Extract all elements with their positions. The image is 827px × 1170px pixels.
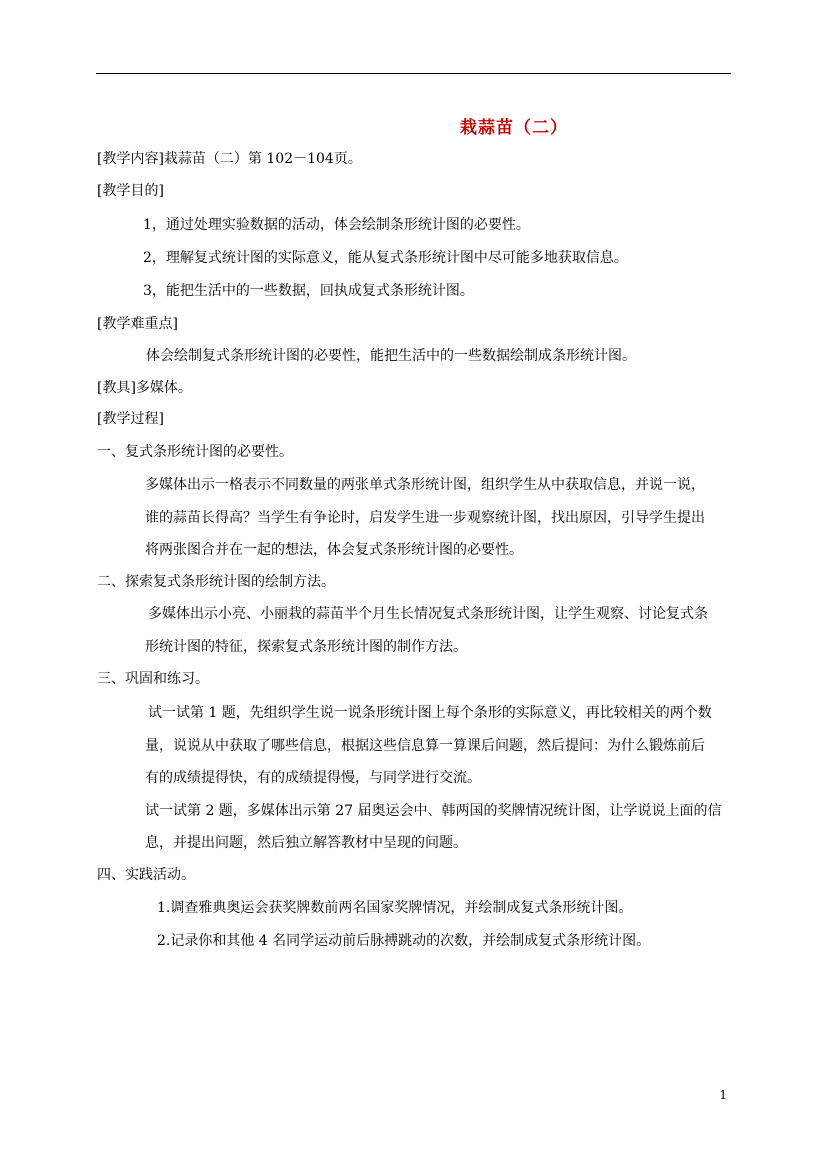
text-line: 四、实践活动。	[97, 867, 195, 883]
text-line: 有的成绩提得快，有的成绩提得慢，与同学进行交流。	[145, 770, 481, 786]
text-line: [教学难重点]	[97, 316, 178, 332]
text-line: 1，通过处理实验数据的活动，体会绘制条形统计图的必要性。	[143, 217, 530, 233]
text-line: 1.调查雅典奥运会获奖牌数前两名国家奖牌情况，并绘制成复式条形统计图。	[157, 900, 633, 916]
text-line: 2.记录你和其他 4 名同学运动前后脉搏跳动的次数，并绘制成复式条形统计图。	[157, 933, 651, 949]
text-line: 一、复式条形统计图的必要性。	[97, 444, 293, 460]
text-line: 将两张图合并在一起的想法，体会复式条形统计图的必要性。	[145, 542, 523, 558]
text-line: [教学目的]	[97, 183, 164, 199]
text-line: 多媒体出示小亮、小丽栽的蒜苗半个月生长情况复式条形统计图，让学生观察、讨论复式条	[148, 606, 708, 622]
text-line: 2，理解复式统计图的实际意义，能从复式条形统计图中尽可能多地获取信息。	[143, 250, 628, 266]
text-line: 试一试第 2 题，多媒体出示第 27 届奥运会中、韩两国的奖牌情况统计图，让学说说上面的信	[145, 803, 722, 819]
text-line: 息，并提出问题，然后独立解答教材中呈现的问题。	[145, 835, 467, 851]
text-line: 形统计图的特征，探索复式条形统计图的制作方法。	[145, 639, 467, 655]
text-line: [教具]多媒体。	[97, 380, 192, 396]
text-line: 3，能把生活中的一些数据，回执成复式条形统计图。	[143, 283, 474, 299]
text-line: 谁的蒜苗长得高？当学生有争论时，启发学生进一步观察统计图，找出原因，引导学生提出	[145, 510, 705, 526]
text-line: 三、巩固和练习。	[97, 671, 209, 687]
text-line: 试一试第 1 题，先组织学生说一说条形统计图上每个条形的实际意义，再比较相关的两个数	[148, 705, 712, 721]
text-line: 体会绘制复式条形统计图的必要性，能把生活中的一些数据绘制成条形统计图。	[146, 348, 636, 364]
text-line: 二、探索复式条形统计图的绘制方法。	[97, 574, 335, 590]
text-line: 量，说说从中获取了哪些信息，根据这些信息算一算课后问题，然后提问：为什么锻炼前后	[145, 738, 705, 754]
page-number: 1	[719, 1088, 727, 1102]
text-line: 多媒体出示一格表示不同数量的两张单式条形统计图，组织学生从中获取信息，并说一说，	[145, 477, 705, 493]
text-line: [教学内容]栽蒜苗（二）第 102－104页。	[97, 151, 362, 167]
text-line: [教学过程]	[97, 411, 164, 427]
document-title: 栽蒜苗（二）	[460, 118, 568, 138]
header-rule	[96, 73, 731, 74]
